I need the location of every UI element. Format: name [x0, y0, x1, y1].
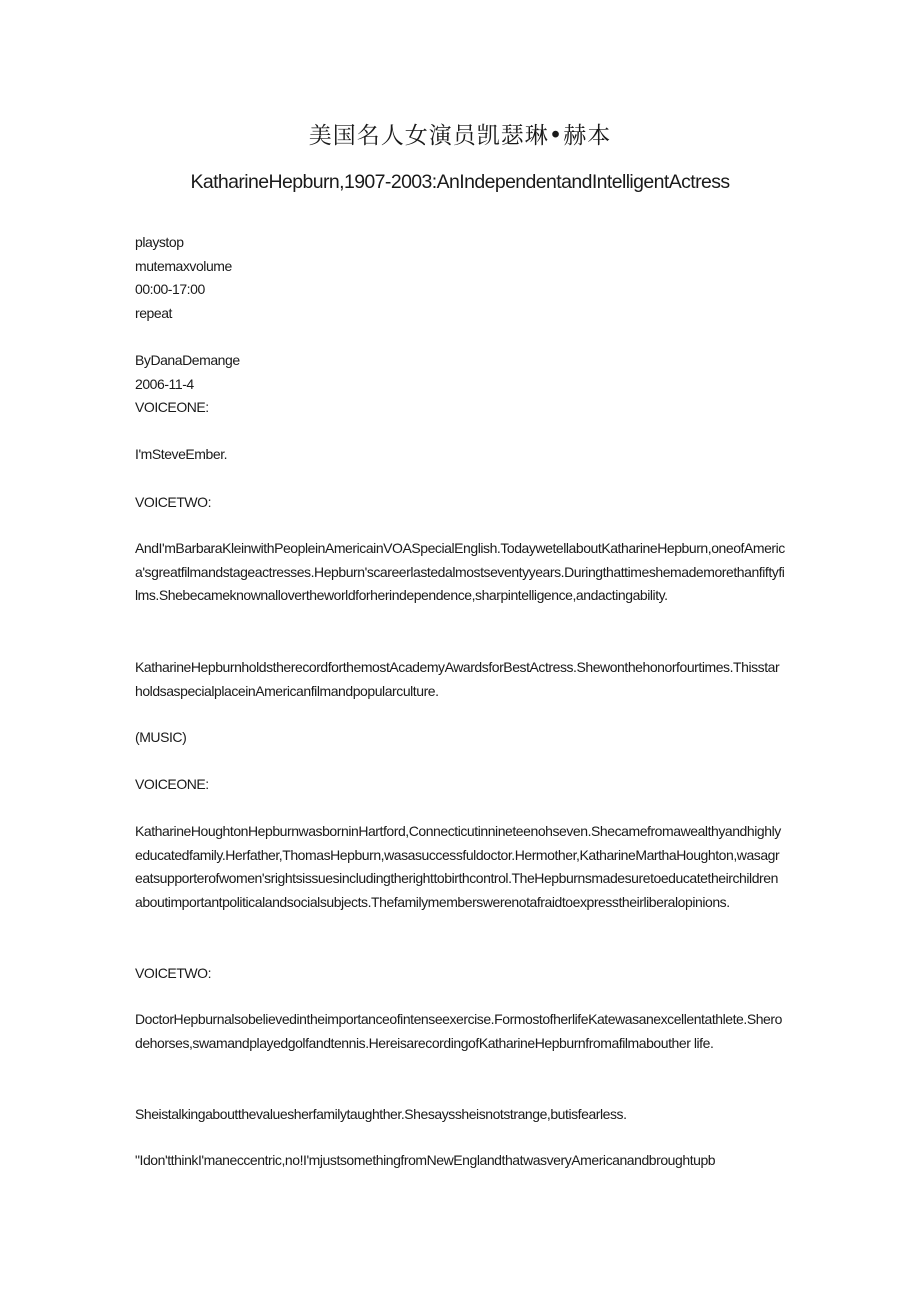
publish-date: 2006-11-4: [135, 375, 194, 392]
paragraph-values: [135, 1103, 785, 1127]
text-line: VOICEONE:: [135, 776, 209, 792]
paragraph-awards: KatharineHepburnholdstherecordforthemostAcademyAwardsforBestActress.Shewonthehonorfourtimes.ThisstarholdsaspecialplaceinAmericanfilmandpopularculture.: [135, 659, 780, 699]
document-title-english: KatharineHepburn,1907-2003:AnIndependentandIntelligentActress: [190, 171, 730, 193]
document-title-chinese: 美国名人女演员凯瑟琳•赫本: [308, 123, 612, 149]
paragraph-intro: AndI'mBarbaraKleinwithPeopleinAmericainVOASpecialEnglish.TodaywetellaboutKatharineHepburn,oneofAmerica'sgreatfilmandstageactresses.Hepburn'scareerlastedalmostseventyyears.Duringthattimeshemademorethanfiftyfilms.Shebecameknownallovertheworldforherindependence,sharpintelligence,andactingability.: [135, 540, 785, 604]
text-line: I'mSteveEmber.: [135, 446, 228, 462]
article-meta: [135, 349, 785, 420]
speaker-label: VOICEONE:: [135, 399, 209, 416]
author-byline: ByDanaDemange: [135, 352, 240, 368]
playback-time: 00:00-17:00: [135, 281, 205, 298]
text-line: Sheistalkingaboutthevaluesherfamilytaughther.Shesayssheisnotstrange,butisfearless.: [135, 1106, 627, 1122]
speaker-label: [135, 773, 785, 797]
speaker-label: [135, 491, 785, 515]
quote-line: [135, 1149, 785, 1173]
text-line: VOICETWO:: [135, 494, 212, 510]
text-line: "Idon'tthinkI'maneccentric,no!I'mjustsomethingfromNewEnglandthatwasveryAmericanandbroughtupb: [135, 1152, 716, 1168]
text-line: (MUSIC): [135, 729, 187, 745]
audio-player-controls: [135, 231, 785, 325]
speaker-label: [135, 962, 785, 986]
speaker-intro: [135, 443, 785, 467]
paragraph-family: KatharineHoughtonHepburnwasborninHartford,Connecticutinnineteenohseven.Shecamefromawealthyandhighlyeducatedfamily.Herfather,ThomasHepburn,wasasuccessfuldoctor.Hermother,KatharineMarthaHoughton,wasagreatsupporterofwomen'srightsissuesincludingtherighttobirthcontrol.TheHepburnsmadesuretoeducatetheirchildrenaboutimportantpoliticalandsocialsubjects.Thefamilymemberswerenotafraidtoexpresstheirliberalopinions.: [135, 823, 781, 910]
music-cue: [135, 726, 785, 750]
volume-control[interactable]: mutemaxvolume: [135, 257, 232, 274]
repeat-control[interactable]: repeat: [135, 304, 172, 321]
paragraph-athlete: DoctorHepburnalsobelievedintheimportanceofintenseexercise.FormostofherlifeKatewasanexcellentathlete.Sherodehorses,swamandplayedgolfandtennis.HereisarecordingofKatharineHepburnfromafilmabouther life.: [135, 1011, 782, 1051]
play-stop-control[interactable]: playstop: [135, 234, 184, 250]
text-line: VOICETWO:: [135, 965, 212, 981]
